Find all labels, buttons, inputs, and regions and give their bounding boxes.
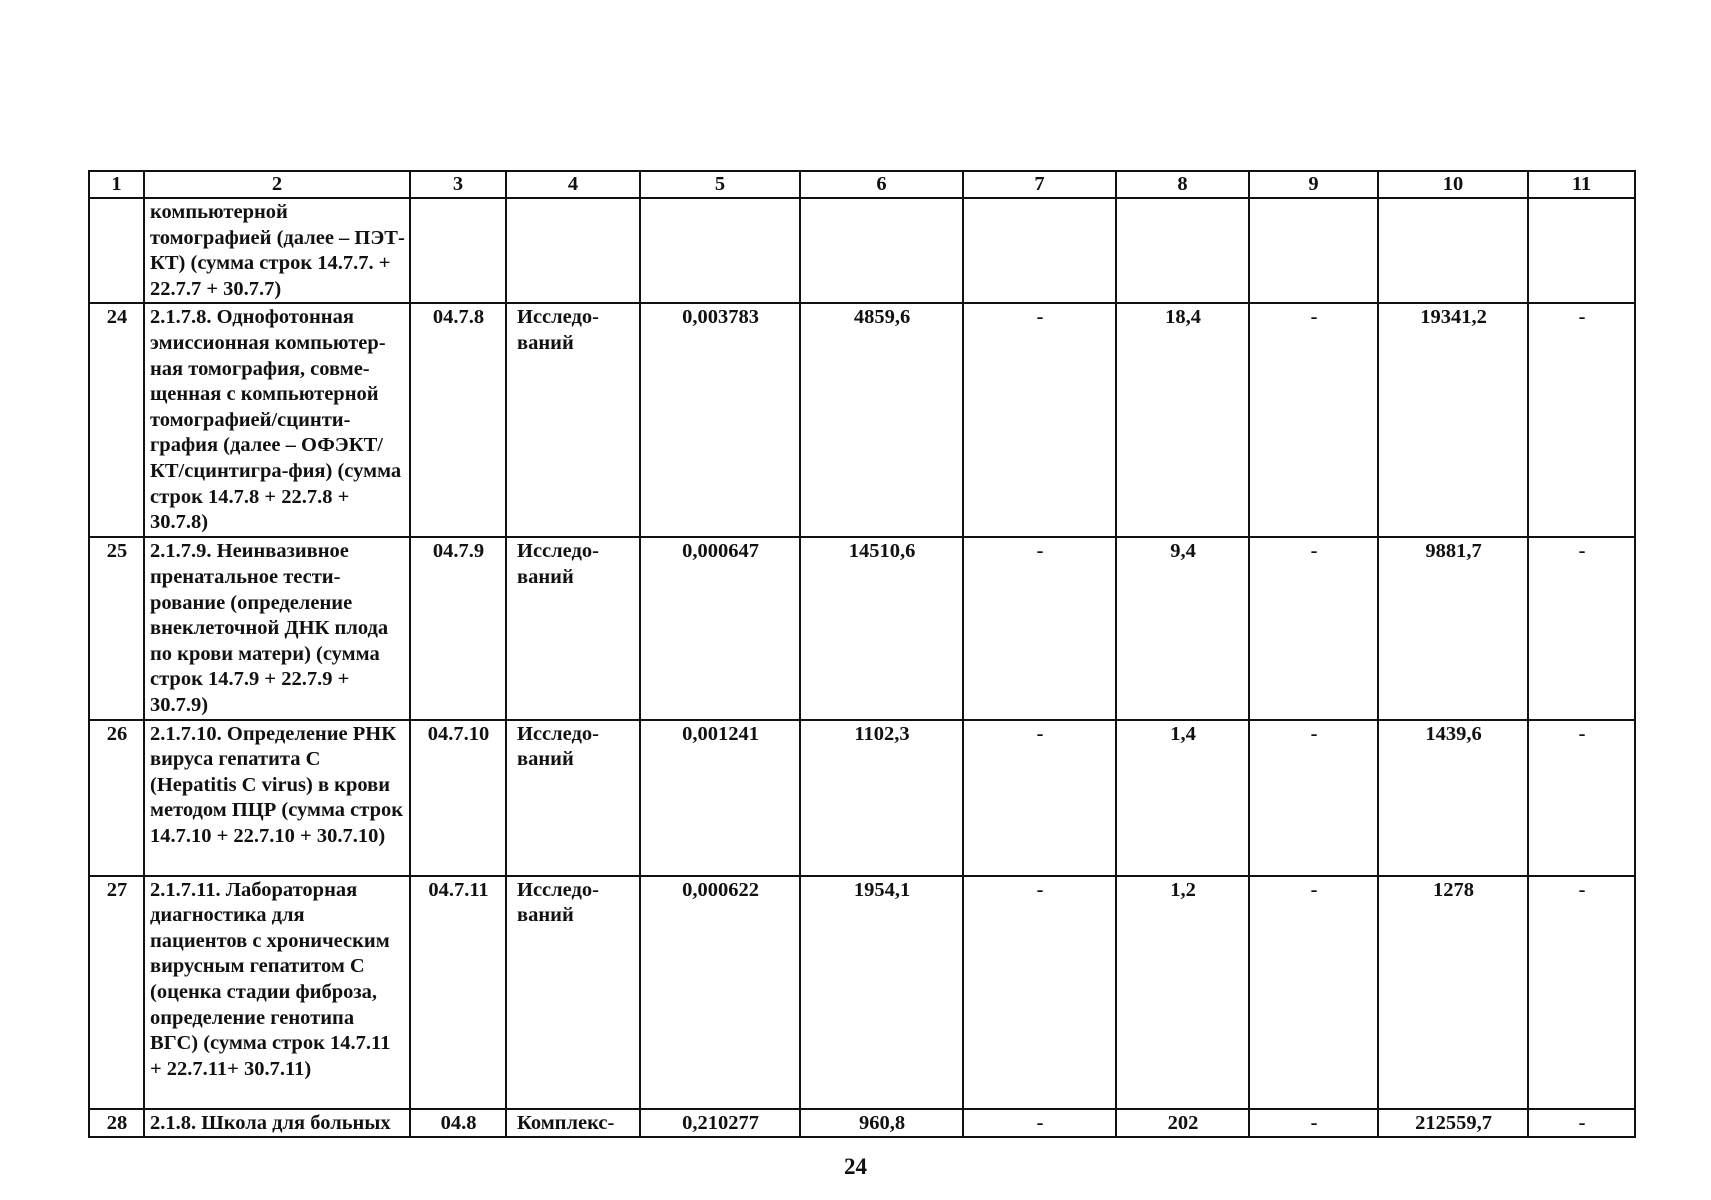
- cell-row-number: 25: [89, 537, 144, 719]
- column-header-10: 10: [1378, 171, 1528, 198]
- cell-col-10: 9881,7: [1378, 537, 1528, 719]
- column-header-4: 4: [506, 171, 640, 198]
- cell-row-code: 04.7.9: [410, 537, 506, 719]
- cell-col-9: -: [1249, 537, 1378, 719]
- cell-col-6: 14510,6: [800, 537, 963, 719]
- column-header-2: 2: [144, 171, 410, 198]
- cell-col-11: -: [1528, 876, 1635, 1109]
- cell-col-5: [640, 198, 800, 303]
- cell-col-11: -: [1528, 537, 1635, 719]
- cell-col-6: 960,8: [800, 1109, 963, 1138]
- column-header-6: 6: [800, 171, 963, 198]
- cell-col-7: -: [963, 1109, 1116, 1138]
- column-header-5: 5: [640, 171, 800, 198]
- cell-col-7: -: [963, 537, 1116, 719]
- cell-row-code: [410, 198, 506, 303]
- column-header-11: 11: [1528, 171, 1635, 198]
- cell-indicator-name: 2.1.7.8. Однофотонная эмиссионная компьютер-ная томография, совме-щенная с компьютерной томографией/сцинти-графия (далее – ОФЭКТ/КТ/сцинтигра-фия) (сумма строк 14.7.8 + 22.7.8 + 30.7.8): [144, 303, 410, 537]
- column-header-1: 1: [89, 171, 144, 198]
- cell-col-7: -: [963, 876, 1116, 1109]
- cell-col-6: [800, 198, 963, 303]
- cell-row-code: 04.7.11: [410, 876, 506, 1109]
- table-row: [89, 1109, 1635, 1138]
- cell-indicator-name: 2.1.7.10. Определение РНК вируса гепатита С (Hepatitis C virus) в крови методом ПЦР (сумма строк 14.7.10 + 22.7.10 + 30.7.10): [144, 720, 410, 876]
- cell-col-8: 1,2: [1116, 876, 1249, 1109]
- cell-col-7: -: [963, 303, 1116, 537]
- cell-col-5: 0,003783: [640, 303, 800, 537]
- cell-unit: [506, 198, 640, 303]
- table-row: [89, 876, 1635, 1109]
- cell-row-code: 04.8: [410, 1109, 506, 1138]
- cell-col-5: 0,000622: [640, 876, 800, 1109]
- cell-indicator-name: 2.1.7.11. Лабораторная диагностика для пациентов с хроническим вирусным гепатитом С (оценка стадии фиброза, определение генотипа ВГС) (сумма строк 14.7.11 + 22.7.11+ 30.7.11): [144, 876, 410, 1109]
- cell-row-code: 04.7.8: [410, 303, 506, 537]
- cell-col-10: 212559,7: [1378, 1109, 1528, 1138]
- page-number: 24: [844, 1154, 867, 1179]
- cell-unit: Комплекс-: [506, 1109, 640, 1138]
- cell-row-number: [89, 198, 144, 303]
- cell-indicator-name: 2.1.8. Школа для больных: [144, 1109, 410, 1138]
- cell-col-6: 1954,1: [800, 876, 963, 1109]
- cell-unit: Исследо-ваний: [506, 876, 640, 1109]
- cell-row-number: 24: [89, 303, 144, 537]
- cell-col-8: 18,4: [1116, 303, 1249, 537]
- cell-col-11: [1528, 198, 1635, 303]
- column-header-8: 8: [1116, 171, 1249, 198]
- cell-unit: Исследо-ваний: [506, 720, 640, 876]
- cell-col-8: 202: [1116, 1109, 1249, 1138]
- cell-row-number: 27: [89, 876, 144, 1109]
- cell-row-number: 28: [89, 1109, 144, 1138]
- cell-col-10: 1439,6: [1378, 720, 1528, 876]
- cell-col-11: -: [1528, 1109, 1635, 1138]
- cell-unit: Исследо-ваний: [506, 537, 640, 719]
- cell-col-5: 0,000647: [640, 537, 800, 719]
- cell-row-number: 26: [89, 720, 144, 876]
- cell-col-6: 4859,6: [800, 303, 963, 537]
- cell-col-9: -: [1249, 876, 1378, 1109]
- table-row: [89, 537, 1635, 719]
- cell-col-8: 9,4: [1116, 537, 1249, 719]
- cell-col-8: 1,4: [1116, 720, 1249, 876]
- cell-indicator-name: компьютерной томографией (далее – ПЭТ-КТ) (сумма строк 14.7.7. + 22.7.7 + 30.7.7): [144, 198, 410, 303]
- cell-col-8: [1116, 198, 1249, 303]
- cell-col-9: -: [1249, 720, 1378, 876]
- cell-col-6: 1102,3: [800, 720, 963, 876]
- cell-col-9: [1249, 198, 1378, 303]
- cell-col-5: 0,210277: [640, 1109, 800, 1138]
- cell-row-code: 04.7.10: [410, 720, 506, 876]
- column-header-3: 3: [410, 171, 506, 198]
- cell-col-7: [963, 198, 1116, 303]
- column-header-7: 7: [963, 171, 1116, 198]
- cell-col-10: 19341,2: [1378, 303, 1528, 537]
- cell-unit: Исследо-ваний: [506, 303, 640, 537]
- table-row-continuation: [89, 198, 1635, 303]
- cell-col-10: [1378, 198, 1528, 303]
- cell-col-5: 0,001241: [640, 720, 800, 876]
- column-header-9: 9: [1249, 171, 1378, 198]
- cell-col-10: 1278: [1378, 876, 1528, 1109]
- table-row: [89, 303, 1635, 537]
- table-row: [89, 720, 1635, 876]
- cell-col-11: -: [1528, 303, 1635, 537]
- cell-col-9: -: [1249, 1109, 1378, 1138]
- header-row: [89, 171, 1635, 198]
- cell-col-7: -: [963, 720, 1116, 876]
- cell-col-11: -: [1528, 720, 1635, 876]
- cell-indicator-name: 2.1.7.9. Неинвазивное пренатальное тести-рование (определение внеклеточной ДНК плода по крови матери) (сумма строк 14.7.9 + 22.7.9 + 30.7.9): [144, 537, 410, 719]
- data-table: [88, 170, 1636, 1138]
- cell-col-9: -: [1249, 303, 1378, 537]
